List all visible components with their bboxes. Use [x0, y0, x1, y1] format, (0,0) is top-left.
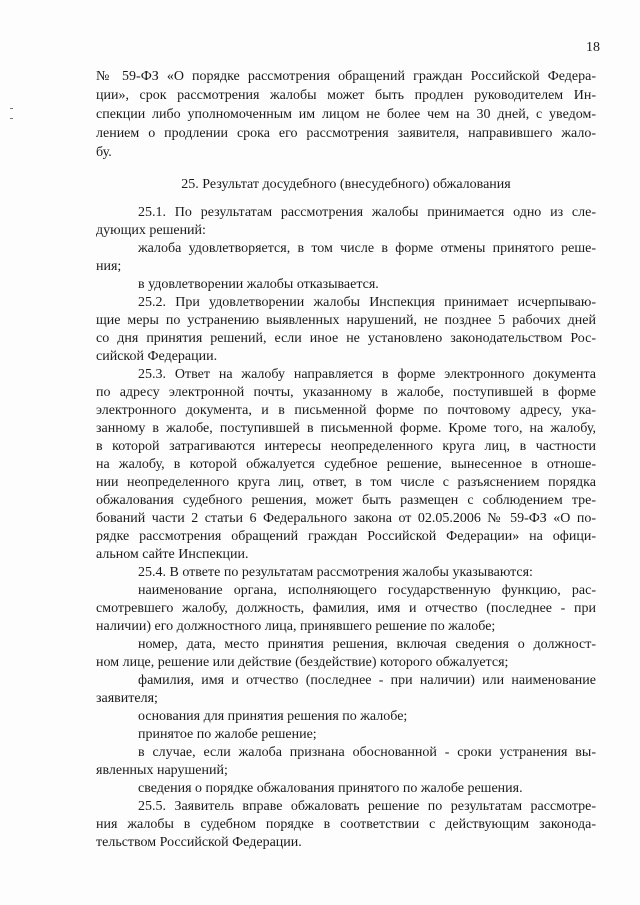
text-line: занному в жалобе, поступившей в письменной форме. Кроме того, на жалобу, — [96, 421, 596, 436]
intro-paragraph — [96, 68, 596, 163]
text-line: по адресу электронной почты, указанному в жалобе, поступившей в форме — [96, 385, 596, 400]
text-line: рядке рассмотрения обращений граждан Российской Федерации» на офици- — [96, 529, 596, 544]
text-line: явленных нарушений; — [96, 763, 228, 778]
body-text — [96, 204, 596, 850]
text-line: основания для принятия решения по жалобе; — [138, 709, 408, 724]
text-line: принятое по жалобе решение; — [138, 727, 317, 742]
page-number: 18 — [586, 40, 600, 55]
text-line: нии неопределенного круга лиц, ответ, в том числе с разъяснением порядка — [96, 475, 596, 490]
text-line: жалоба удовлетворяется, в том числе в форме отмены принятого реше- — [138, 241, 596, 256]
text-line: бований части 2 статьи 6 Федерального закона от 02.05.2006 № 59-ФЗ «О по- — [96, 511, 596, 526]
text-line: со дня принятия решений, если иное не установлено законодательством Рос- — [96, 331, 596, 346]
text-line: электронного документа, и в письменной форме по почтовому адресу, ука- — [96, 403, 596, 418]
text-line: наименование органа, исполняющего государственную функцию, рас- — [138, 583, 596, 598]
text-line: бу. — [96, 145, 112, 160]
text-line: наличии) его должностного лица, принявшего решение по жалобе; — [96, 619, 496, 634]
text-line: ном лице, решение или действие (бездействие) которого обжалуется; — [96, 655, 509, 670]
text-line: 25.3. Ответ на жалобу направляется в форме электронного документа — [138, 367, 596, 382]
text-line: на жалобу, в которой обжалуется судебное решение, вынесенное в отноше- — [96, 457, 596, 472]
text-line: заявителя; — [96, 691, 158, 706]
text-line: ния жалобы в судебном порядке в соответствии с действующим законода- — [96, 817, 596, 832]
text-line: 25.4. В ответе по результатам рассмотрения жалобы указываются: — [138, 565, 533, 580]
text-line: спекции либо уполномоченным им лицом не более чем на 30 дней, с уведом- — [96, 107, 596, 122]
text-line: 25.2. При удовлетворении жалобы Инспекция принимает исчерпываю- — [138, 295, 596, 310]
text-line: в удовлетворении жалобы отказывается. — [138, 277, 379, 292]
text-line: фамилия, имя и отчество (последнее - при наличии) или наименование — [138, 673, 596, 688]
text-line: сведения о порядке обжалования принятого по жалобе решения. — [138, 781, 523, 796]
text-line: ции», срок рассмотрения жалобы может быть продлен руководителем Ин- — [96, 88, 596, 103]
text-line: в случае, если жалоба признана обоснованной - сроки устранения вы- — [138, 745, 596, 760]
text-line: номер, дата, место принятия решения, включая сведения о должност- — [138, 637, 596, 652]
text-line: дующих решений: — [96, 223, 206, 238]
section-heading: 25. Результат досудебного (внесудебного) обжалования — [181, 177, 511, 192]
section-heading-block — [96, 176, 596, 196]
text-line: смотревшего жалобу, должность, фамилия, имя и отчество (последнее - при — [96, 601, 596, 616]
text-line: № 59-ФЗ «О порядке рассмотрения обращений граждан Российской Федера- — [96, 69, 596, 84]
text-line: сийской Федерации. — [96, 349, 218, 364]
text-line: лением о продлении срока его рассмотрения заявителя, направившего жало- — [96, 126, 596, 141]
text-line: щие меры по устранению выявленных нарушений, не позднее 5 рабочих дней — [96, 313, 596, 328]
text-line: альном сайте Инспекции. — [96, 547, 249, 562]
text-line: в которой затрагиваются интересы неопределенного круга лиц, в частности — [96, 439, 596, 454]
margin-mark — [10, 118, 13, 119]
text-line: обжалования судебного решения, может быть размещен с соблюдением тре- — [96, 493, 596, 508]
text-line: 25.5. Заявитель вправе обжаловать решение по результатам рассмотре- — [138, 799, 596, 814]
margin-mark — [10, 108, 13, 109]
text-line: тельством Российской Федерации. — [96, 835, 302, 850]
text-line: ния; — [96, 259, 122, 274]
text-line: 25.1. По результатам рассмотрения жалобы принимается одно из сле- — [138, 205, 596, 220]
